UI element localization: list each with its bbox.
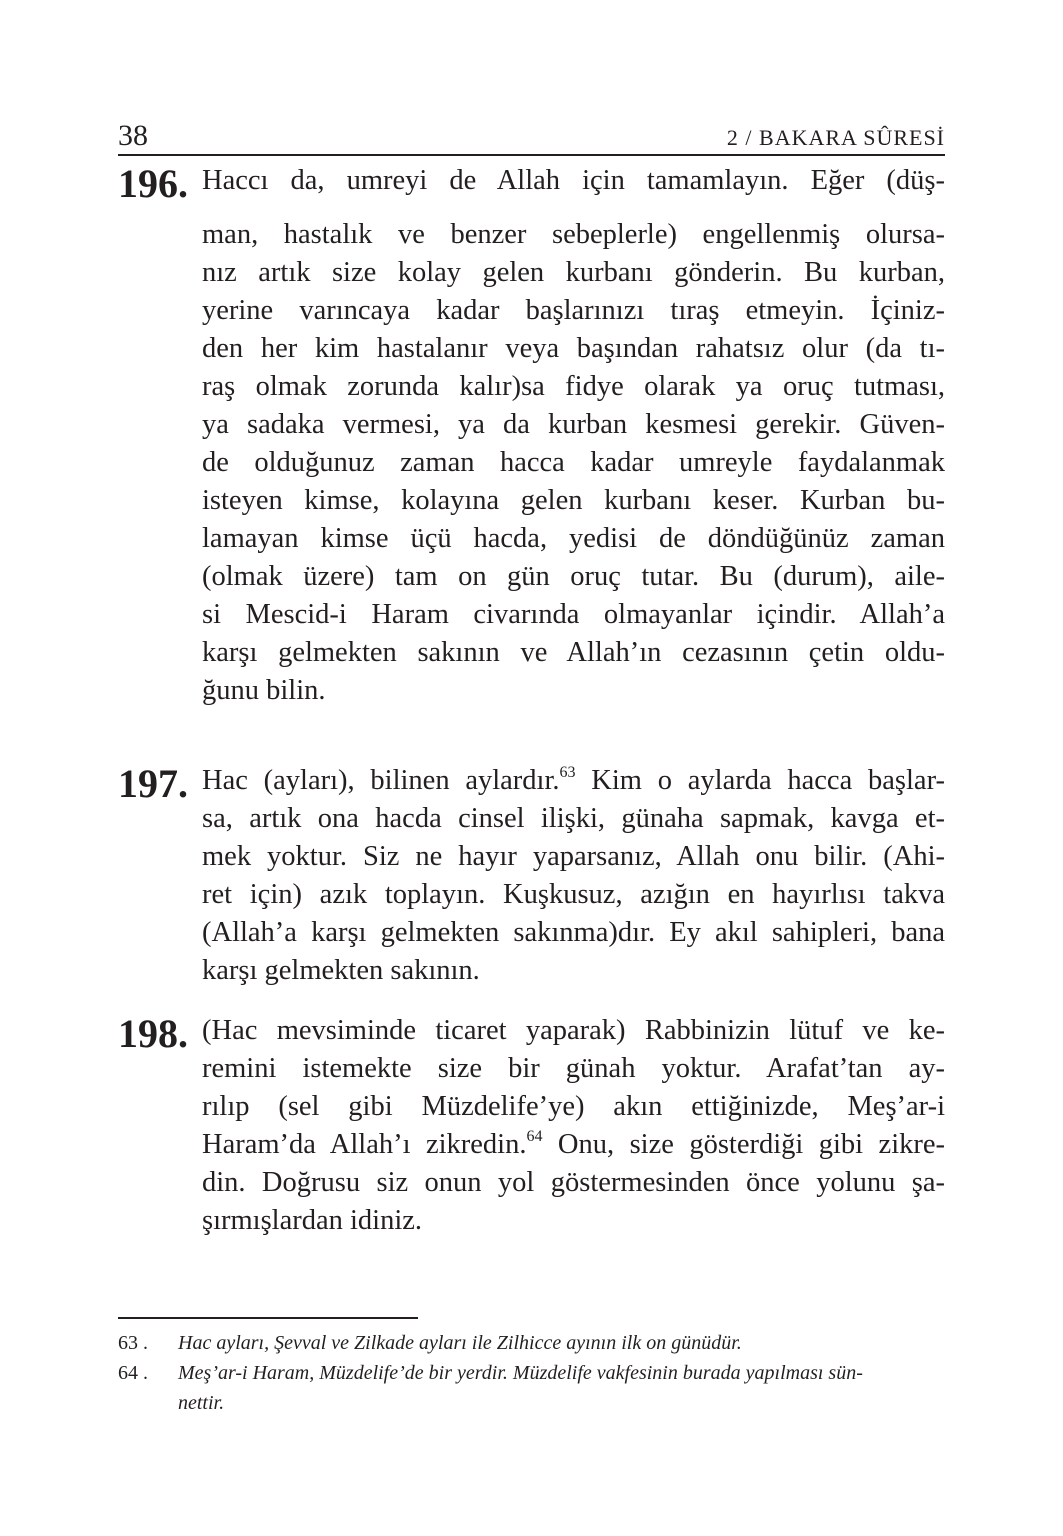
verse-line: ret için) azık toplayın. Kuşkusuz, azığın en hayırlısı takva [202, 879, 945, 910]
verse-line: man, hastalık ve benzer sebeplerle) engellenmiş olursa- [202, 219, 945, 250]
verse-text [202, 762, 945, 990]
verse-line: nız artık size kolay gelen kurbanı gönderin. Bu kurban, [202, 257, 945, 288]
verse-number: 198. [118, 1011, 188, 1056]
verse-line-text: Onu, size gösterdiği gibi zikre- [542, 1129, 945, 1160]
footnote-text: Hac ayları, Şevval ve Zilkade ayları ile Zilhicce ayının ilk on günüdür. [178, 1332, 742, 1354]
verse-line-text: Haram’da Allah’ı zikredin. [202, 1129, 527, 1160]
verse-line: den her kim hastalanır veya başından rahatsız olur (da tı- [202, 333, 945, 364]
verse-line: isteyen kimse, kolayına gelen kurbanı keser. Kurban bu- [202, 485, 945, 516]
verse-line [202, 762, 945, 800]
verse-text [202, 1012, 945, 1240]
verse-line: şırmışlardan idiniz. [202, 1205, 423, 1236]
verse-line-text: Kim o aylarda hacca başlar- [575, 765, 945, 796]
footnote-text: Meş’ar-i Haram, Müzdelife’de bir yerdir. Müzdelife vakfesinin burada yapılması sün- [178, 1362, 863, 1384]
verse-line-text: Hac (ayları), bilinen aylardır. [202, 765, 560, 796]
footnote-separator [118, 1317, 418, 1319]
verse-line: yerine varıncaya kadar başlarınızı tıraş etmeyin. İçiniz- [202, 295, 945, 326]
verse-number: 197. [118, 761, 188, 806]
footnotes [118, 1328, 945, 1418]
verse-line: (Hac mevsiminde ticaret yaparak) Rabbinizin lütuf ve ke- [202, 1015, 945, 1046]
footnote-63 [118, 1328, 945, 1358]
verse-line: lamayan kimse üçü hacda, yedisi de döndüğünüz zaman [202, 523, 945, 554]
verse-line [202, 1126, 945, 1164]
verse-line: ğunu bilin. [202, 675, 326, 706]
verse-line: Haccı da, umreyi de Allah için tamamlayın. Eğer (düş- [202, 165, 945, 196]
footnote-reference[interactable]: 64 [526, 1127, 543, 1145]
footnote-reference[interactable]: 63 [559, 763, 576, 781]
verse-line: raş olmak zorunda kalır)sa fidye olarak ya oruç tutması, [202, 371, 945, 402]
running-title: 2 / BAKARA SÛRESİ [726, 125, 945, 150]
verse-line: si Mescid-i Haram civarında olmayanlar içindir. Allah’a [202, 599, 945, 630]
verse-line: de olduğunuz zaman hacca kadar umreyle faydalanmak [202, 447, 945, 478]
page-number: 38 [118, 119, 148, 152]
verse-number: 196. [118, 161, 188, 206]
verse-text [202, 162, 945, 710]
footnote-text: nettir. [178, 1392, 225, 1414]
verse-line: remini istemekte size bir günah yoktur. Arafat’tan ay- [202, 1053, 945, 1084]
verse-line: ya sadaka vermesi, ya da kurban kesmesi gerekir. Güven- [202, 409, 945, 440]
verse-line: mek yoktur. Siz ne hayır yaparsanız, Allah onu bilir. (Ahi- [202, 841, 945, 872]
verse-line: karşı gelmekten sakının ve Allah’ın cezasının çetin oldu- [202, 637, 945, 668]
footnote-number: 63 . [118, 1332, 148, 1354]
verse-line: rılıp (sel gibi Müzdelife’ye) akın ettiğinizde, Meş’ar-i [202, 1091, 945, 1122]
footnote-64 [118, 1358, 945, 1418]
verse-line: (olmak üzere) tam on gün oruç tutar. Bu (durum), aile- [202, 561, 945, 592]
verse-line: din. Doğrusu siz onun yol göstermesinden önce yolunu şa- [202, 1167, 945, 1198]
verse-line: karşı gelmekten sakının. [202, 955, 480, 986]
verse-line: (Allah’a karşı gelmekten sakınma)dır. Ey akıl sahipleri, bana [202, 917, 945, 948]
footnote-number: 64 . [118, 1362, 148, 1384]
page-header [118, 118, 945, 156]
verse-line: sa, artık ona hacda cinsel ilişki, günaha sapmak, kavga et- [202, 803, 945, 834]
